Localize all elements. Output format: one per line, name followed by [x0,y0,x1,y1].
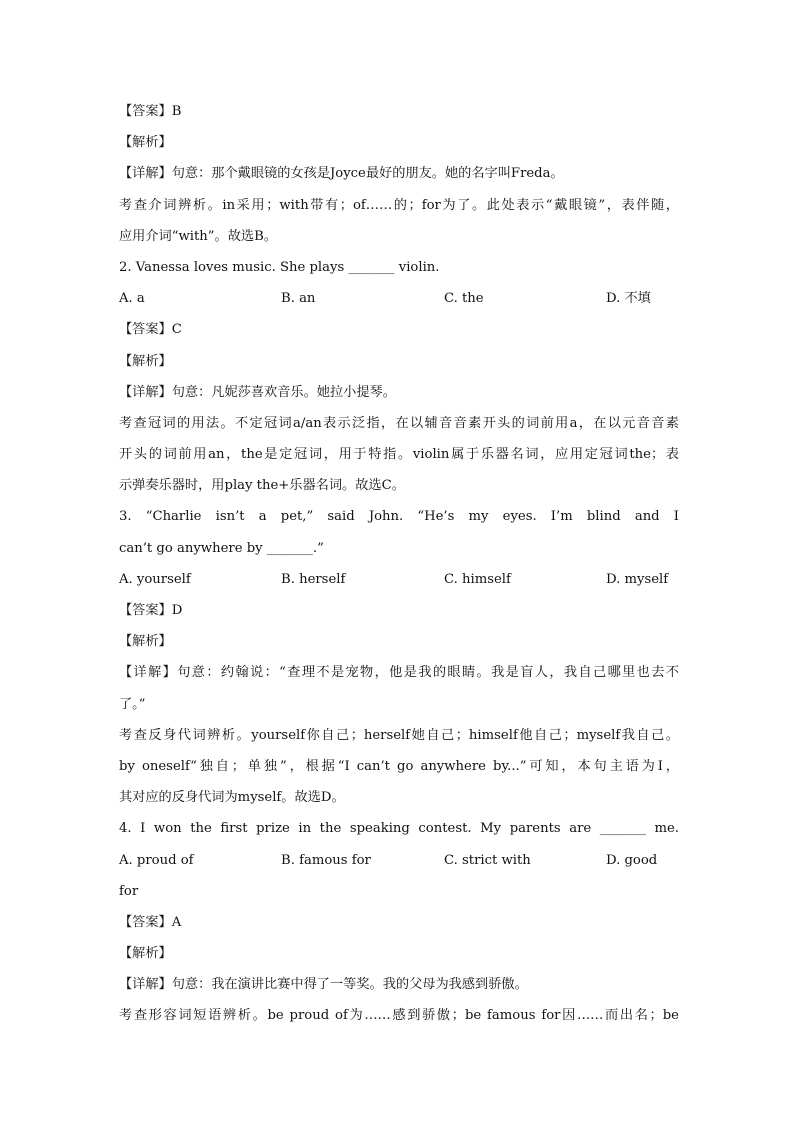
explanation-text: 考查冠词的用法。不定冠词a/an表示泛指，在以辅音音素开头的词前用a，在以元音音素 [119,415,679,431]
analysis-label: 【解析】 [119,135,172,151]
explanation-text: 示弹奏乐器时，用play the+乐器名词。故选C。 [119,478,405,494]
option-d: D. 不填 [606,291,651,307]
explanation-text: 考查形容词短语辨析。be proud of为……感到骄傲；be famous for因……而出名；be [119,1008,679,1024]
explanation-text: 其对应的反身代词为myself。故选D。 [119,790,345,806]
analysis-label: 【解析】 [119,946,172,962]
question-2: 2. Vanessa loves music. She plays _______ violin. [119,259,440,275]
answer-label: 【答案】C [119,322,182,338]
question-3-options [119,564,679,595]
explanation-text: 考查介词辨析。in采用；with带有；of……的；for为了。此处表示“戴眼镜”，表伴随， [119,197,679,213]
question-4: 4. I won the first prize in the speaking contest. My parents are _______ me. [119,821,679,837]
explanation-text: 开头的词前用an，the是定冠词，用于特指。violin属于乐器名词，应用定冠词the；表 [119,447,679,463]
option-b: B. famous for [281,852,371,868]
answer-label: 【答案】D [119,603,183,618]
option-d-continued: for [119,883,139,899]
option-a: A. a [119,291,145,307]
detail-text: 【详解】句意：那个戴眼镜的女孩是Joyce最好的朋友。她的名字叫Freda。 [119,166,564,182]
analysis-label: 【解析】 [119,634,172,650]
question-4-options [119,845,679,876]
document-page [119,96,679,1032]
question-3-continued: can’t go anywhere by _______.” [119,540,324,556]
answer-label: 【答案】A [119,914,182,930]
option-c: C. the [444,291,484,307]
detail-text: 【详解】句意：约翰说：“查理不是宠物，他是我的眼睛。我是盲人，我自己哪里也去不 [119,665,679,681]
detail-text: 【详解】句意：凡妮莎喜欢音乐。她拉小提琴。 [119,384,396,400]
option-c: C. himself [444,571,511,587]
option-b: B. herself [281,571,346,587]
question-3: 3. “Charlie isn’t a pet,” said John. “He’s my eyes. I’m blind and I [119,509,679,525]
detail-text: 【详解】句意：我在演讲比赛中得了一等奖。我的父母为我感到骄傲。 [119,977,528,993]
question-2-options [119,283,679,314]
option-a: A. proud of [119,852,194,868]
option-d: D. good [606,852,658,868]
option-c: C. strict with [444,852,531,868]
answer-label: 【答案】B [119,104,182,119]
explanation-text: by oneself“独自；单独”，根据“I can’t go anywhere by...”可知，本句主语为I， [119,758,679,774]
option-d: D. myself [606,571,669,587]
detail-text-continued: 了。” [119,696,146,712]
option-b: B. an [281,291,316,307]
explanation-text: 考查反身代词辨析。yourself你自己；herself她自己；himself他自己；myself我自己。 [119,727,679,743]
option-a: A. yourself [119,571,191,587]
explanation-text: 应用介词“with”。故选B。 [119,228,277,244]
analysis-label: 【解析】 [119,353,172,369]
